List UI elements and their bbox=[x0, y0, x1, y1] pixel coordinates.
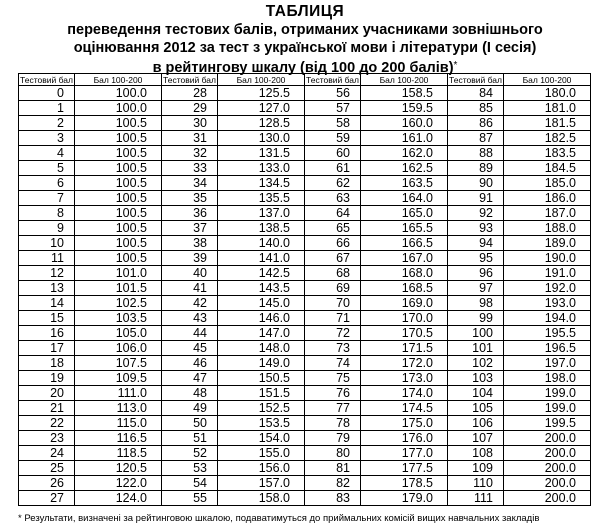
rating-score-cell: 189.0 bbox=[504, 236, 591, 251]
rating-score-cell: 184.5 bbox=[504, 161, 591, 176]
test-score-cell: 27 bbox=[19, 491, 75, 506]
test-score-cell: 93 bbox=[448, 221, 504, 236]
rating-score-cell: 128.5 bbox=[218, 116, 305, 131]
rating-score-cell: 173.0 bbox=[361, 371, 448, 386]
rating-score-cell: 138.5 bbox=[218, 221, 305, 236]
rating-score-cell: 195.5 bbox=[504, 326, 591, 341]
test-score-cell: 76 bbox=[305, 386, 361, 401]
rating-score-cell: 152.5 bbox=[218, 401, 305, 416]
test-score-cell: 43 bbox=[162, 311, 218, 326]
rating-score-cell: 154.0 bbox=[218, 431, 305, 446]
table-row bbox=[19, 206, 591, 221]
table-body bbox=[19, 86, 591, 506]
rating-score-cell: 100.5 bbox=[75, 176, 162, 191]
table-row bbox=[19, 416, 591, 431]
test-score-cell: 58 bbox=[305, 116, 361, 131]
rating-score-cell: 179.0 bbox=[361, 491, 448, 506]
test-score-cell: 13 bbox=[19, 281, 75, 296]
rating-score-cell: 124.0 bbox=[75, 491, 162, 506]
rating-score-cell: 170.5 bbox=[361, 326, 448, 341]
test-score-cell: 19 bbox=[19, 371, 75, 386]
rating-score-cell: 194.0 bbox=[504, 311, 591, 326]
rating-score-cell: 120.5 bbox=[75, 461, 162, 476]
test-score-cell: 53 bbox=[162, 461, 218, 476]
rating-score-cell: 200.0 bbox=[504, 446, 591, 461]
test-score-cell: 37 bbox=[162, 221, 218, 236]
test-score-cell: 65 bbox=[305, 221, 361, 236]
rating-score-cell: 103.5 bbox=[75, 311, 162, 326]
column-header-test-score: Тестовий бал bbox=[449, 74, 502, 85]
test-score-cell: 100 bbox=[448, 326, 504, 341]
title-heading: ТАБЛИЦЯ bbox=[265, 3, 345, 20]
rating-score-cell: 118.5 bbox=[75, 446, 162, 461]
test-score-cell: 99 bbox=[448, 311, 504, 326]
title-subtitle-text: в рейтингову шкалу (від 100 до 200 балів) bbox=[152, 60, 454, 76]
test-score-cell: 33 bbox=[162, 161, 218, 176]
rating-score-cell: 167.0 bbox=[361, 251, 448, 266]
rating-score-cell: 111.0 bbox=[75, 386, 162, 401]
rating-score-cell: 145.0 bbox=[218, 296, 305, 311]
table-row bbox=[19, 116, 591, 131]
rating-score-cell: 181.5 bbox=[504, 116, 591, 131]
rating-score-cell: 200.0 bbox=[504, 461, 591, 476]
rating-score-cell: 165.0 bbox=[361, 206, 448, 221]
rating-score-cell: 100.5 bbox=[75, 191, 162, 206]
rating-score-cell: 200.0 bbox=[504, 491, 591, 506]
rating-score-cell: 142.5 bbox=[218, 266, 305, 281]
test-score-cell: 34 bbox=[162, 176, 218, 191]
rating-score-cell: 161.0 bbox=[361, 131, 448, 146]
rating-score-cell: 100.5 bbox=[75, 131, 162, 146]
rating-score-cell: 185.0 bbox=[504, 176, 591, 191]
test-score-cell: 52 bbox=[162, 446, 218, 461]
test-score-cell: 101 bbox=[448, 341, 504, 356]
document-title bbox=[0, 0, 610, 77]
rating-score-cell: 159.5 bbox=[361, 101, 448, 116]
rating-score-cell: 102.5 bbox=[75, 296, 162, 311]
rating-score-cell: 155.0 bbox=[218, 446, 305, 461]
table-row bbox=[19, 161, 591, 176]
test-score-cell: 109 bbox=[448, 461, 504, 476]
rating-score-cell: 127.0 bbox=[218, 101, 305, 116]
rating-score-cell: 151.5 bbox=[218, 386, 305, 401]
table-row bbox=[19, 386, 591, 401]
rating-score-cell: 175.0 bbox=[361, 416, 448, 431]
test-score-cell: 111 bbox=[448, 491, 504, 506]
test-score-cell: 31 bbox=[162, 131, 218, 146]
rating-score-cell: 183.5 bbox=[504, 146, 591, 161]
rating-score-cell: 191.0 bbox=[504, 266, 591, 281]
test-score-cell: 103 bbox=[448, 371, 504, 386]
test-score-cell: 30 bbox=[162, 116, 218, 131]
table-row bbox=[19, 431, 591, 446]
rating-score-cell: 100.5 bbox=[75, 206, 162, 221]
test-score-cell: 74 bbox=[305, 356, 361, 371]
column-header-test-score: Тестовий бал bbox=[163, 74, 216, 85]
test-score-cell: 49 bbox=[162, 401, 218, 416]
test-score-cell: 78 bbox=[305, 416, 361, 431]
rating-score-cell: 106.0 bbox=[75, 341, 162, 356]
test-score-cell: 75 bbox=[305, 371, 361, 386]
table-row bbox=[19, 341, 591, 356]
rating-score-cell: 165.5 bbox=[361, 221, 448, 236]
test-score-cell: 64 bbox=[305, 206, 361, 221]
test-score-cell: 48 bbox=[162, 386, 218, 401]
rating-score-cell: 174.0 bbox=[361, 386, 448, 401]
test-score-cell: 8 bbox=[19, 206, 75, 221]
test-score-cell: 5 bbox=[19, 161, 75, 176]
test-score-cell: 29 bbox=[162, 101, 218, 116]
test-score-cell: 110 bbox=[448, 476, 504, 491]
rating-score-cell: 200.0 bbox=[504, 431, 591, 446]
test-score-cell: 22 bbox=[19, 416, 75, 431]
test-score-cell: 66 bbox=[305, 236, 361, 251]
rating-score-cell: 122.0 bbox=[75, 476, 162, 491]
test-score-cell: 80 bbox=[305, 446, 361, 461]
rating-score-cell: 130.0 bbox=[218, 131, 305, 146]
test-score-cell: 81 bbox=[305, 461, 361, 476]
rating-score-cell: 180.0 bbox=[504, 86, 591, 101]
rating-score-cell: 197.0 bbox=[504, 356, 591, 371]
rating-score-cell: 135.5 bbox=[218, 191, 305, 206]
rating-score-cell: 148.0 bbox=[218, 341, 305, 356]
rating-score-cell: 156.0 bbox=[218, 461, 305, 476]
test-score-cell: 84 bbox=[448, 86, 504, 101]
test-score-cell: 42 bbox=[162, 296, 218, 311]
table-row bbox=[19, 131, 591, 146]
test-score-cell: 51 bbox=[162, 431, 218, 446]
test-score-cell: 91 bbox=[448, 191, 504, 206]
rating-score-cell: 163.5 bbox=[361, 176, 448, 191]
rating-score-cell: 100.5 bbox=[75, 116, 162, 131]
test-score-cell: 102 bbox=[448, 356, 504, 371]
title-subtitle-line-1: переведення тестових балів, отриманих учасниками зовнішнього bbox=[67, 22, 543, 38]
table-row bbox=[19, 461, 591, 476]
test-score-cell: 38 bbox=[162, 236, 218, 251]
column-header-rating-score: Бал 100-200 bbox=[361, 74, 448, 86]
test-score-cell: 0 bbox=[19, 86, 75, 101]
test-score-cell: 79 bbox=[305, 431, 361, 446]
rating-score-cell: 164.0 bbox=[361, 191, 448, 206]
rating-score-cell: 174.5 bbox=[361, 401, 448, 416]
rating-score-cell: 162.5 bbox=[361, 161, 448, 176]
rating-score-cell: 100.0 bbox=[75, 86, 162, 101]
test-score-cell: 61 bbox=[305, 161, 361, 176]
column-header-test-score: Тестовий бал bbox=[20, 74, 73, 85]
test-score-cell: 94 bbox=[448, 236, 504, 251]
rating-score-cell: 109.5 bbox=[75, 371, 162, 386]
title-subtitle-line-2: оцінювання 2012 за тест з української мови і літератури (І сесія) bbox=[73, 40, 537, 56]
test-score-cell: 40 bbox=[162, 266, 218, 281]
test-score-cell: 97 bbox=[448, 281, 504, 296]
test-score-cell: 106 bbox=[448, 416, 504, 431]
rating-score-cell: 100.5 bbox=[75, 161, 162, 176]
test-score-cell: 105 bbox=[448, 401, 504, 416]
rating-score-cell: 177.5 bbox=[361, 461, 448, 476]
test-score-cell: 44 bbox=[162, 326, 218, 341]
test-score-cell: 88 bbox=[448, 146, 504, 161]
table-row bbox=[19, 491, 591, 506]
rating-score-cell: 177.0 bbox=[361, 446, 448, 461]
rating-score-cell: 125.5 bbox=[218, 86, 305, 101]
test-score-cell: 3 bbox=[19, 131, 75, 146]
test-score-cell: 47 bbox=[162, 371, 218, 386]
test-score-cell: 16 bbox=[19, 326, 75, 341]
rating-score-cell: 107.5 bbox=[75, 356, 162, 371]
table-row bbox=[19, 326, 591, 341]
test-score-cell: 55 bbox=[162, 491, 218, 506]
table-row bbox=[19, 101, 591, 116]
test-score-cell: 39 bbox=[162, 251, 218, 266]
rating-score-cell: 187.0 bbox=[504, 206, 591, 221]
test-score-cell: 56 bbox=[305, 86, 361, 101]
test-score-cell: 17 bbox=[19, 341, 75, 356]
test-score-cell: 107 bbox=[448, 431, 504, 446]
test-score-cell: 92 bbox=[448, 206, 504, 221]
test-score-cell: 73 bbox=[305, 341, 361, 356]
test-score-cell: 69 bbox=[305, 281, 361, 296]
rating-score-cell: 100.5 bbox=[75, 251, 162, 266]
test-score-cell: 36 bbox=[162, 206, 218, 221]
table-row bbox=[19, 311, 591, 326]
table-row bbox=[19, 266, 591, 281]
rating-score-cell: 188.0 bbox=[504, 221, 591, 236]
rating-score-cell: 178.5 bbox=[361, 476, 448, 491]
test-score-cell: 83 bbox=[305, 491, 361, 506]
test-score-cell: 57 bbox=[305, 101, 361, 116]
test-score-cell: 82 bbox=[305, 476, 361, 491]
rating-score-cell: 168.0 bbox=[361, 266, 448, 281]
column-header-test-score: Тестовий бал bbox=[306, 74, 359, 85]
table-row bbox=[19, 176, 591, 191]
test-score-cell: 86 bbox=[448, 116, 504, 131]
test-score-cell: 4 bbox=[19, 146, 75, 161]
test-score-cell: 18 bbox=[19, 356, 75, 371]
test-score-cell: 62 bbox=[305, 176, 361, 191]
table-row bbox=[19, 281, 591, 296]
rating-score-cell: 182.5 bbox=[504, 131, 591, 146]
rating-score-cell: 134.5 bbox=[218, 176, 305, 191]
rating-score-cell: 146.0 bbox=[218, 311, 305, 326]
rating-score-cell: 168.5 bbox=[361, 281, 448, 296]
rating-score-cell: 116.5 bbox=[75, 431, 162, 446]
test-score-cell: 108 bbox=[448, 446, 504, 461]
test-score-cell: 12 bbox=[19, 266, 75, 281]
test-score-cell: 104 bbox=[448, 386, 504, 401]
table-row bbox=[19, 371, 591, 386]
table-header-row bbox=[19, 74, 591, 86]
rating-score-cell: 162.0 bbox=[361, 146, 448, 161]
table-row bbox=[19, 476, 591, 491]
test-score-cell: 77 bbox=[305, 401, 361, 416]
table-row bbox=[19, 401, 591, 416]
test-score-cell: 95 bbox=[448, 251, 504, 266]
test-score-cell: 50 bbox=[162, 416, 218, 431]
rating-score-cell: 101.5 bbox=[75, 281, 162, 296]
test-score-cell: 70 bbox=[305, 296, 361, 311]
test-score-cell: 96 bbox=[448, 266, 504, 281]
test-score-cell: 6 bbox=[19, 176, 75, 191]
table-row bbox=[19, 446, 591, 461]
table-row bbox=[19, 146, 591, 161]
rating-score-cell: 193.0 bbox=[504, 296, 591, 311]
test-score-cell: 85 bbox=[448, 101, 504, 116]
rating-score-cell: 190.0 bbox=[504, 251, 591, 266]
test-score-cell: 21 bbox=[19, 401, 75, 416]
table-row bbox=[19, 251, 591, 266]
test-score-cell: 20 bbox=[19, 386, 75, 401]
table-row bbox=[19, 191, 591, 206]
footnote-mark: * bbox=[453, 60, 458, 71]
test-score-cell: 32 bbox=[162, 146, 218, 161]
test-score-cell: 11 bbox=[19, 251, 75, 266]
column-header-rating-score: Бал 100-200 bbox=[218, 74, 305, 86]
rating-score-cell: 105.0 bbox=[75, 326, 162, 341]
rating-score-cell: 115.0 bbox=[75, 416, 162, 431]
rating-score-cell: 200.0 bbox=[504, 476, 591, 491]
column-header-rating-score: Бал 100-200 bbox=[504, 74, 591, 86]
rating-score-cell: 171.5 bbox=[361, 341, 448, 356]
test-score-cell: 10 bbox=[19, 236, 75, 251]
rating-score-cell: 196.5 bbox=[504, 341, 591, 356]
rating-score-cell: 199.5 bbox=[504, 416, 591, 431]
rating-score-cell: 192.0 bbox=[504, 281, 591, 296]
rating-score-cell: 158.0 bbox=[218, 491, 305, 506]
rating-score-cell: 166.5 bbox=[361, 236, 448, 251]
test-score-cell: 9 bbox=[19, 221, 75, 236]
test-score-cell: 41 bbox=[162, 281, 218, 296]
test-score-cell: 90 bbox=[448, 176, 504, 191]
rating-score-cell: 137.0 bbox=[218, 206, 305, 221]
rating-score-cell: 147.0 bbox=[218, 326, 305, 341]
rating-score-cell: 100.5 bbox=[75, 221, 162, 236]
test-score-cell: 68 bbox=[305, 266, 361, 281]
test-score-cell: 7 bbox=[19, 191, 75, 206]
test-score-cell: 45 bbox=[162, 341, 218, 356]
test-score-cell: 63 bbox=[305, 191, 361, 206]
rating-score-cell: 169.0 bbox=[361, 296, 448, 311]
rating-score-cell: 140.0 bbox=[218, 236, 305, 251]
rating-score-cell: 100.5 bbox=[75, 236, 162, 251]
test-score-cell: 67 bbox=[305, 251, 361, 266]
test-score-cell: 24 bbox=[19, 446, 75, 461]
rating-score-cell: 176.0 bbox=[361, 431, 448, 446]
test-score-cell: 14 bbox=[19, 296, 75, 311]
test-score-cell: 1 bbox=[19, 101, 75, 116]
rating-score-cell: 153.5 bbox=[218, 416, 305, 431]
rating-score-cell: 101.0 bbox=[75, 266, 162, 281]
column-header-rating-score: Бал 100-200 bbox=[75, 74, 162, 86]
rating-score-cell: 113.0 bbox=[75, 401, 162, 416]
rating-score-cell: 199.0 bbox=[504, 386, 591, 401]
rating-score-cell: 100.0 bbox=[75, 101, 162, 116]
rating-score-cell: 160.0 bbox=[361, 116, 448, 131]
rating-score-cell: 150.5 bbox=[218, 371, 305, 386]
rating-score-cell: 100.5 bbox=[75, 146, 162, 161]
rating-score-cell: 198.0 bbox=[504, 371, 591, 386]
footnote: * Результати, визначені за рейтинговою шкалою, подаватимуться до приймальних комісій вищих навчальних закладів bbox=[18, 513, 540, 524]
rating-score-cell: 199.0 bbox=[504, 401, 591, 416]
test-score-cell: 59 bbox=[305, 131, 361, 146]
rating-score-cell: 157.0 bbox=[218, 476, 305, 491]
test-score-cell: 54 bbox=[162, 476, 218, 491]
test-score-cell: 28 bbox=[162, 86, 218, 101]
rating-score-cell: 158.5 bbox=[361, 86, 448, 101]
test-score-cell: 25 bbox=[19, 461, 75, 476]
table-row bbox=[19, 86, 591, 101]
test-score-cell: 72 bbox=[305, 326, 361, 341]
rating-score-cell: 131.5 bbox=[218, 146, 305, 161]
test-score-cell: 15 bbox=[19, 311, 75, 326]
test-score-cell: 98 bbox=[448, 296, 504, 311]
rating-score-cell: 149.0 bbox=[218, 356, 305, 371]
table-row bbox=[19, 221, 591, 236]
test-score-cell: 23 bbox=[19, 431, 75, 446]
rating-score-cell: 172.0 bbox=[361, 356, 448, 371]
table-row bbox=[19, 296, 591, 311]
rating-score-cell: 133.0 bbox=[218, 161, 305, 176]
rating-score-cell: 170.0 bbox=[361, 311, 448, 326]
test-score-cell: 87 bbox=[448, 131, 504, 146]
rating-score-cell: 143.5 bbox=[218, 281, 305, 296]
test-score-cell: 26 bbox=[19, 476, 75, 491]
test-score-cell: 71 bbox=[305, 311, 361, 326]
test-score-cell: 2 bbox=[19, 116, 75, 131]
test-score-cell: 35 bbox=[162, 191, 218, 206]
score-conversion-table bbox=[18, 73, 591, 506]
table-row bbox=[19, 356, 591, 371]
rating-score-cell: 141.0 bbox=[218, 251, 305, 266]
rating-score-cell: 186.0 bbox=[504, 191, 591, 206]
test-score-cell: 46 bbox=[162, 356, 218, 371]
test-score-cell: 89 bbox=[448, 161, 504, 176]
test-score-cell: 60 bbox=[305, 146, 361, 161]
table-row bbox=[19, 236, 591, 251]
rating-score-cell: 181.0 bbox=[504, 101, 591, 116]
